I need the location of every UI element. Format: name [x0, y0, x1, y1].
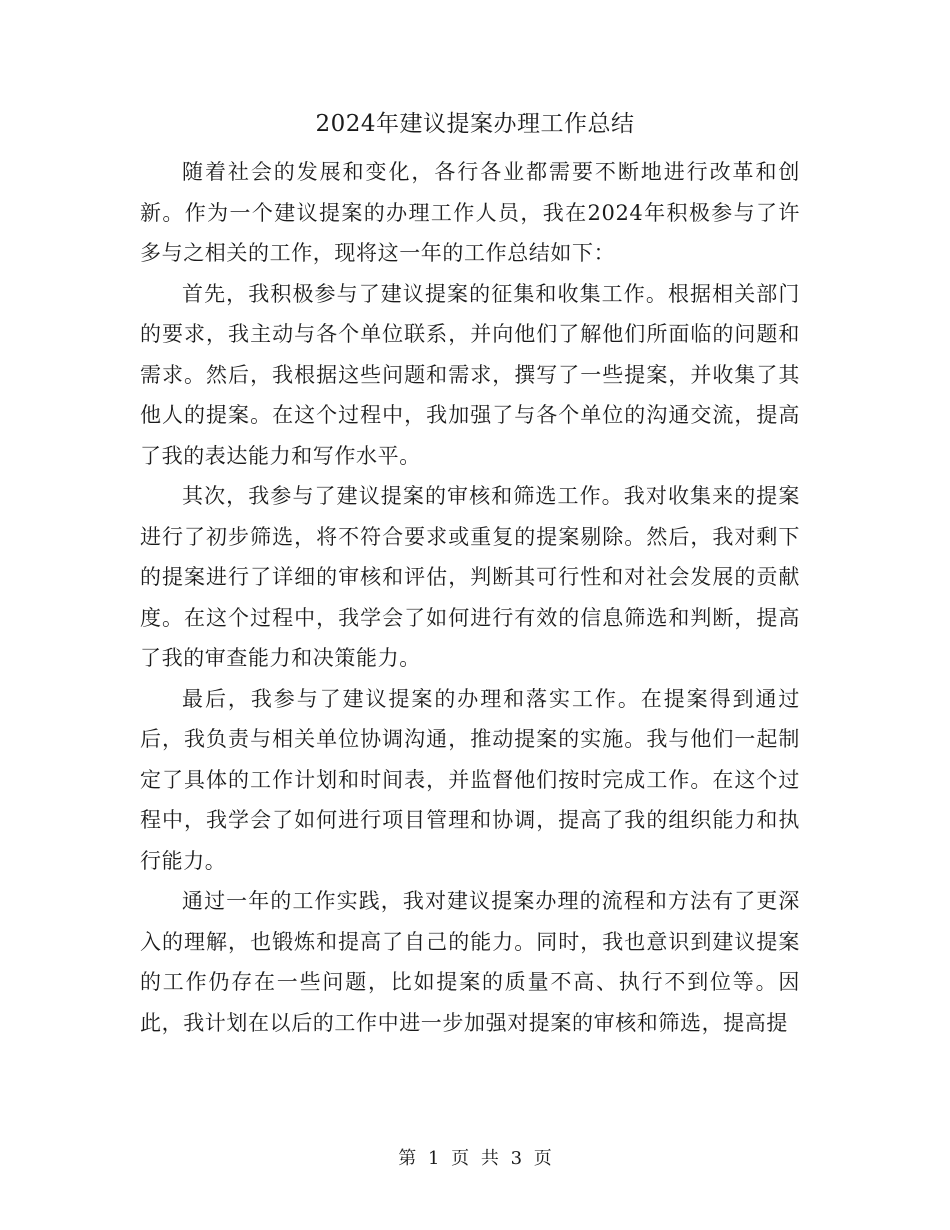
document-body: [140, 152, 800, 1043]
document-title: 2024年建议提案办理工作总结: [315, 111, 635, 137]
paragraph-second: 其次，我参与了建议提案的审核和筛选工作。我对收集来的提案进行了初步筛选，将不符合要求或重复的提案剔除。然后，我对剩下的提案进行了详细的审核和评估，判断其可行性和对社会发展的贡献度。在这个过程中，我学会了如何进行有效的信息筛选和判断，提高了我的审查能力和决策能力。: [140, 484, 800, 670]
paragraph-intro: 随着社会的发展和变化，各行各业都需要不断地进行改革和创新。作为一个建议提案的办理工作人员，我在2024年积极参与了许多与之相关的工作，现将这一年的工作总结如下：: [140, 160, 800, 265]
paragraph-last: 最后，我参与了建议提案的办理和落实工作。在提案得到通过后，我负责与相关单位协调沟通，推动提案的实施。我与他们一起制定了具体的工作计划和时间表，并监督他们按时完成工作。在这个过程中，我学会了如何进行项目管理和协调，提高了我的组织能力和执行能力。: [140, 686, 800, 873]
page-number-footer: 第 1 页 共 3 页: [398, 1148, 552, 1169]
paragraph-first: 首先，我积极参与了建议提案的征集和收集工作。根据相关部门的要求，我主动与各个单位联系，并向他们了解他们所面临的问题和需求。然后，我根据这些问题和需求，撰写了一些提案，并收集了其他人的提案。在这个过程中，我加强了与各个单位的沟通交流，提高了我的表达能力和写作水平。: [140, 281, 800, 468]
paragraph-summary: 通过一年的工作实践，我对建议提案办理的流程和方法有了更深入的理解，也锻炼和提高了自己的能力。同时，我也意识到建议提案的工作仍存在一些问题，比如提案的质量不高、执行不到位等。因此，我计划在以后的工作中进一步加强对提案的审核和筛选，提高提: [140, 889, 800, 1035]
